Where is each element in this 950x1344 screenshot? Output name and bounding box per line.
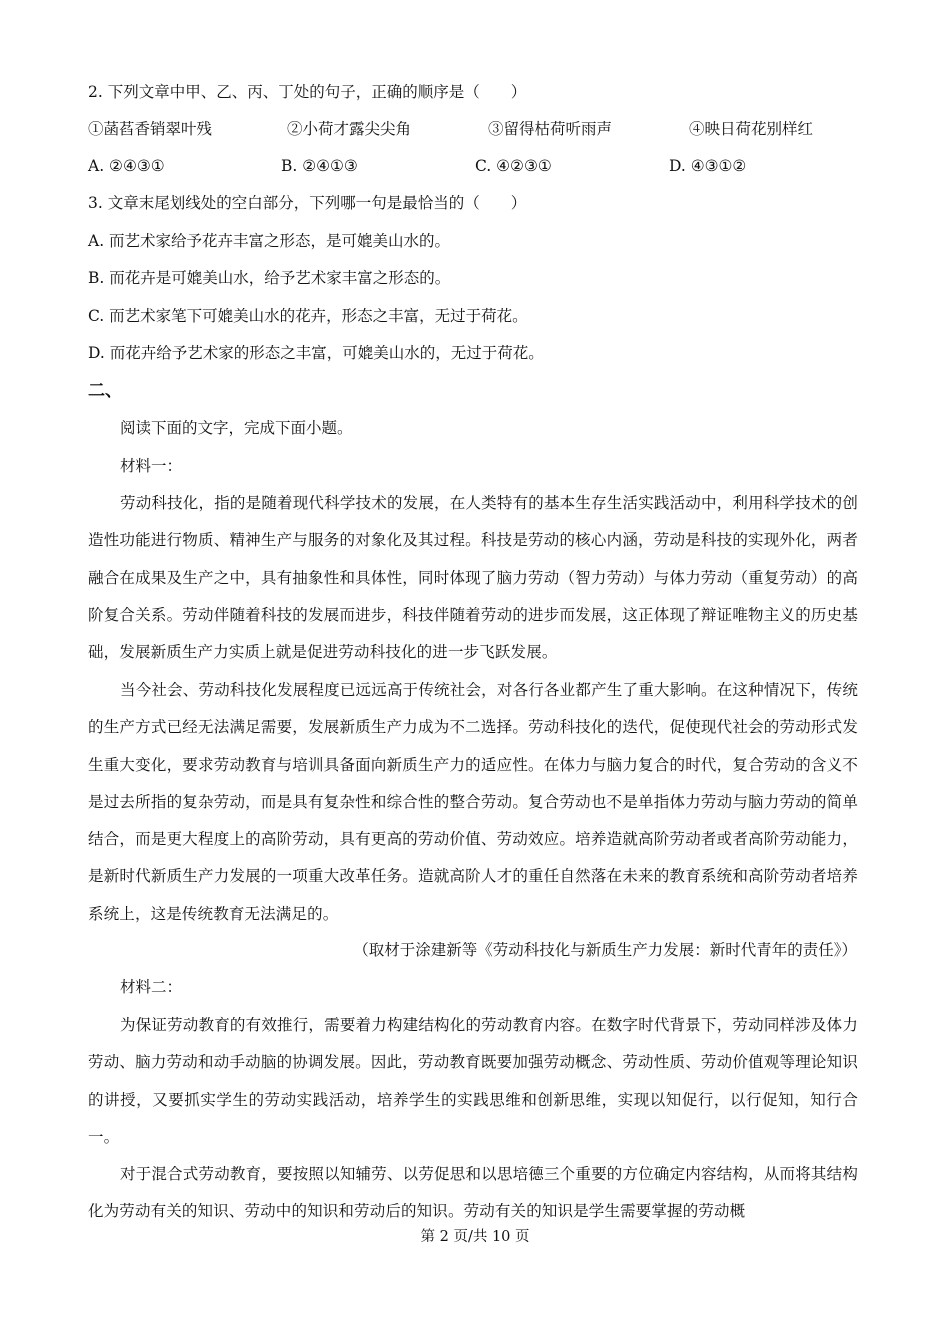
q2-stem: 2. 下列文章中甲、乙、丙、丁处的句子，正确的顺序是（ ） [88, 83, 527, 101]
material2-paragraph: 对于混合式劳动教育，要按照以知辅劳、以劳促思和以思培德三个重要的方位确定内容结构，从而将其结构化为劳动有关的知识、劳动中的知识和劳动后的知识。劳动有关的知识是学生需要掌握的劳动概 [88, 1165, 858, 1221]
material1-paragraph: 当今社会、劳动科技化发展程度已远远高于传统社会，对各行各业都产生了重大影响。在这种情况下，传统的生产方式已经无法满足需要，发展新质生产力成为不二选择。劳动科技化的迭代，促使现代社会的劳动形式发生重大变化，要求劳动教育与培训具备面向新质生产力的适应性。在体力与脑力复合的时代，复合劳动的含义不是过去所指的复杂劳动，而是具有复杂性和综合性的整合劳动。复合劳动也不是单指体力劳动与脑力劳动的简单结合，而是更大程度上的高阶劳动，具有更高的劳动价值、劳动效应。培养造就高阶劳动者或者高阶劳动能力，是新时代新质生产力发展的一项重大改革任务。造就高阶人才的重任自然落在未来的教育系统和高阶劳动者培养系统上，这是传统教育无法满足的。 [88, 681, 858, 923]
material1-paragraph: 劳动科技化，指的是随着现代科学技术的发展，在人类特有的基本生存生活实践活动中，利用科学技术的创造性功能进行物质、精神生产与服务的对象化及其过程。科技是劳动的核心内涵，劳动是科技的实现外化，两者融合在成果及生产之中，具有抽象性和具体性，同时体现了脑力劳动（智力劳动）与体力劳动（重复劳动）的高阶复合关系。劳动伴随着科技的发展而进步，科技伴随着劳动的进步而发展，这正体现了辩证唯物主义的历史基础，发展新质生产力实质上就是促进劳动科技化的进一步飞跃发展。 [88, 494, 858, 662]
q3-option-c: C. 而艺术家笔下可媲美山水的花卉，形态之丰富，无过于荷花。 [88, 307, 528, 325]
material2-paragraph: 为保证劳动教育的有效推行，需要着力构建结构化的劳动教育内容。在数字时代背景下，劳动同样涉及体力劳动、脑力劳动和动手动脑的协调发展。因此，劳动教育既要加强劳动概念、劳动性质、劳动价值观等理论知识的讲授，又要抓实学生的劳动实践活动，培养学生的实践思维和创新思维，实现以知促行，以行促知，知行合一。 [88, 1016, 858, 1146]
q2-options [88, 155, 848, 177]
q2-item: ①菡萏香销翠叶残 [88, 120, 213, 138]
q3-option-a: A. 而艺术家给予花卉丰富之形态，是可媲美山水的。 [88, 232, 451, 250]
q2-option-d: D. ④③①② [669, 157, 747, 175]
section-heading: 二、 [88, 381, 122, 401]
page-footer: 第 2 页/共 10 页 [420, 1229, 530, 1245]
q2-option-b: B. ②④①③ [281, 157, 358, 175]
q3-option-d: D. 而花卉给予艺术家的形态之丰富，可媲美山水的，无过于荷花。 [88, 344, 544, 362]
q2-item: ④映日荷花别样红 [689, 120, 814, 138]
q2-items [88, 118, 848, 140]
q2-option-c: C. ④②③① [475, 157, 552, 175]
material1-source: （取材于涂建新等《劳动科技化与新质生产力发展：新时代青年的责任》） [353, 941, 857, 959]
q3-stem: 3. 文章末尾划线处的空白部分，下列哪一句是最恰当的（ ） [88, 194, 527, 212]
material2-label: 材料二： [120, 978, 183, 996]
q3-option-b: B. 而花卉是可媲美山水，给予艺术家丰富之形态的。 [88, 269, 451, 287]
q2-item: ③留得枯荷听雨声 [488, 120, 613, 138]
material1-label: 材料一： [120, 457, 183, 475]
q2-option-a: A. ②④③① [88, 157, 165, 175]
q2-item: ②小荷才露尖尖角 [287, 120, 412, 138]
section-instruction: 阅读下面的文字，完成下面小题。 [120, 419, 353, 437]
